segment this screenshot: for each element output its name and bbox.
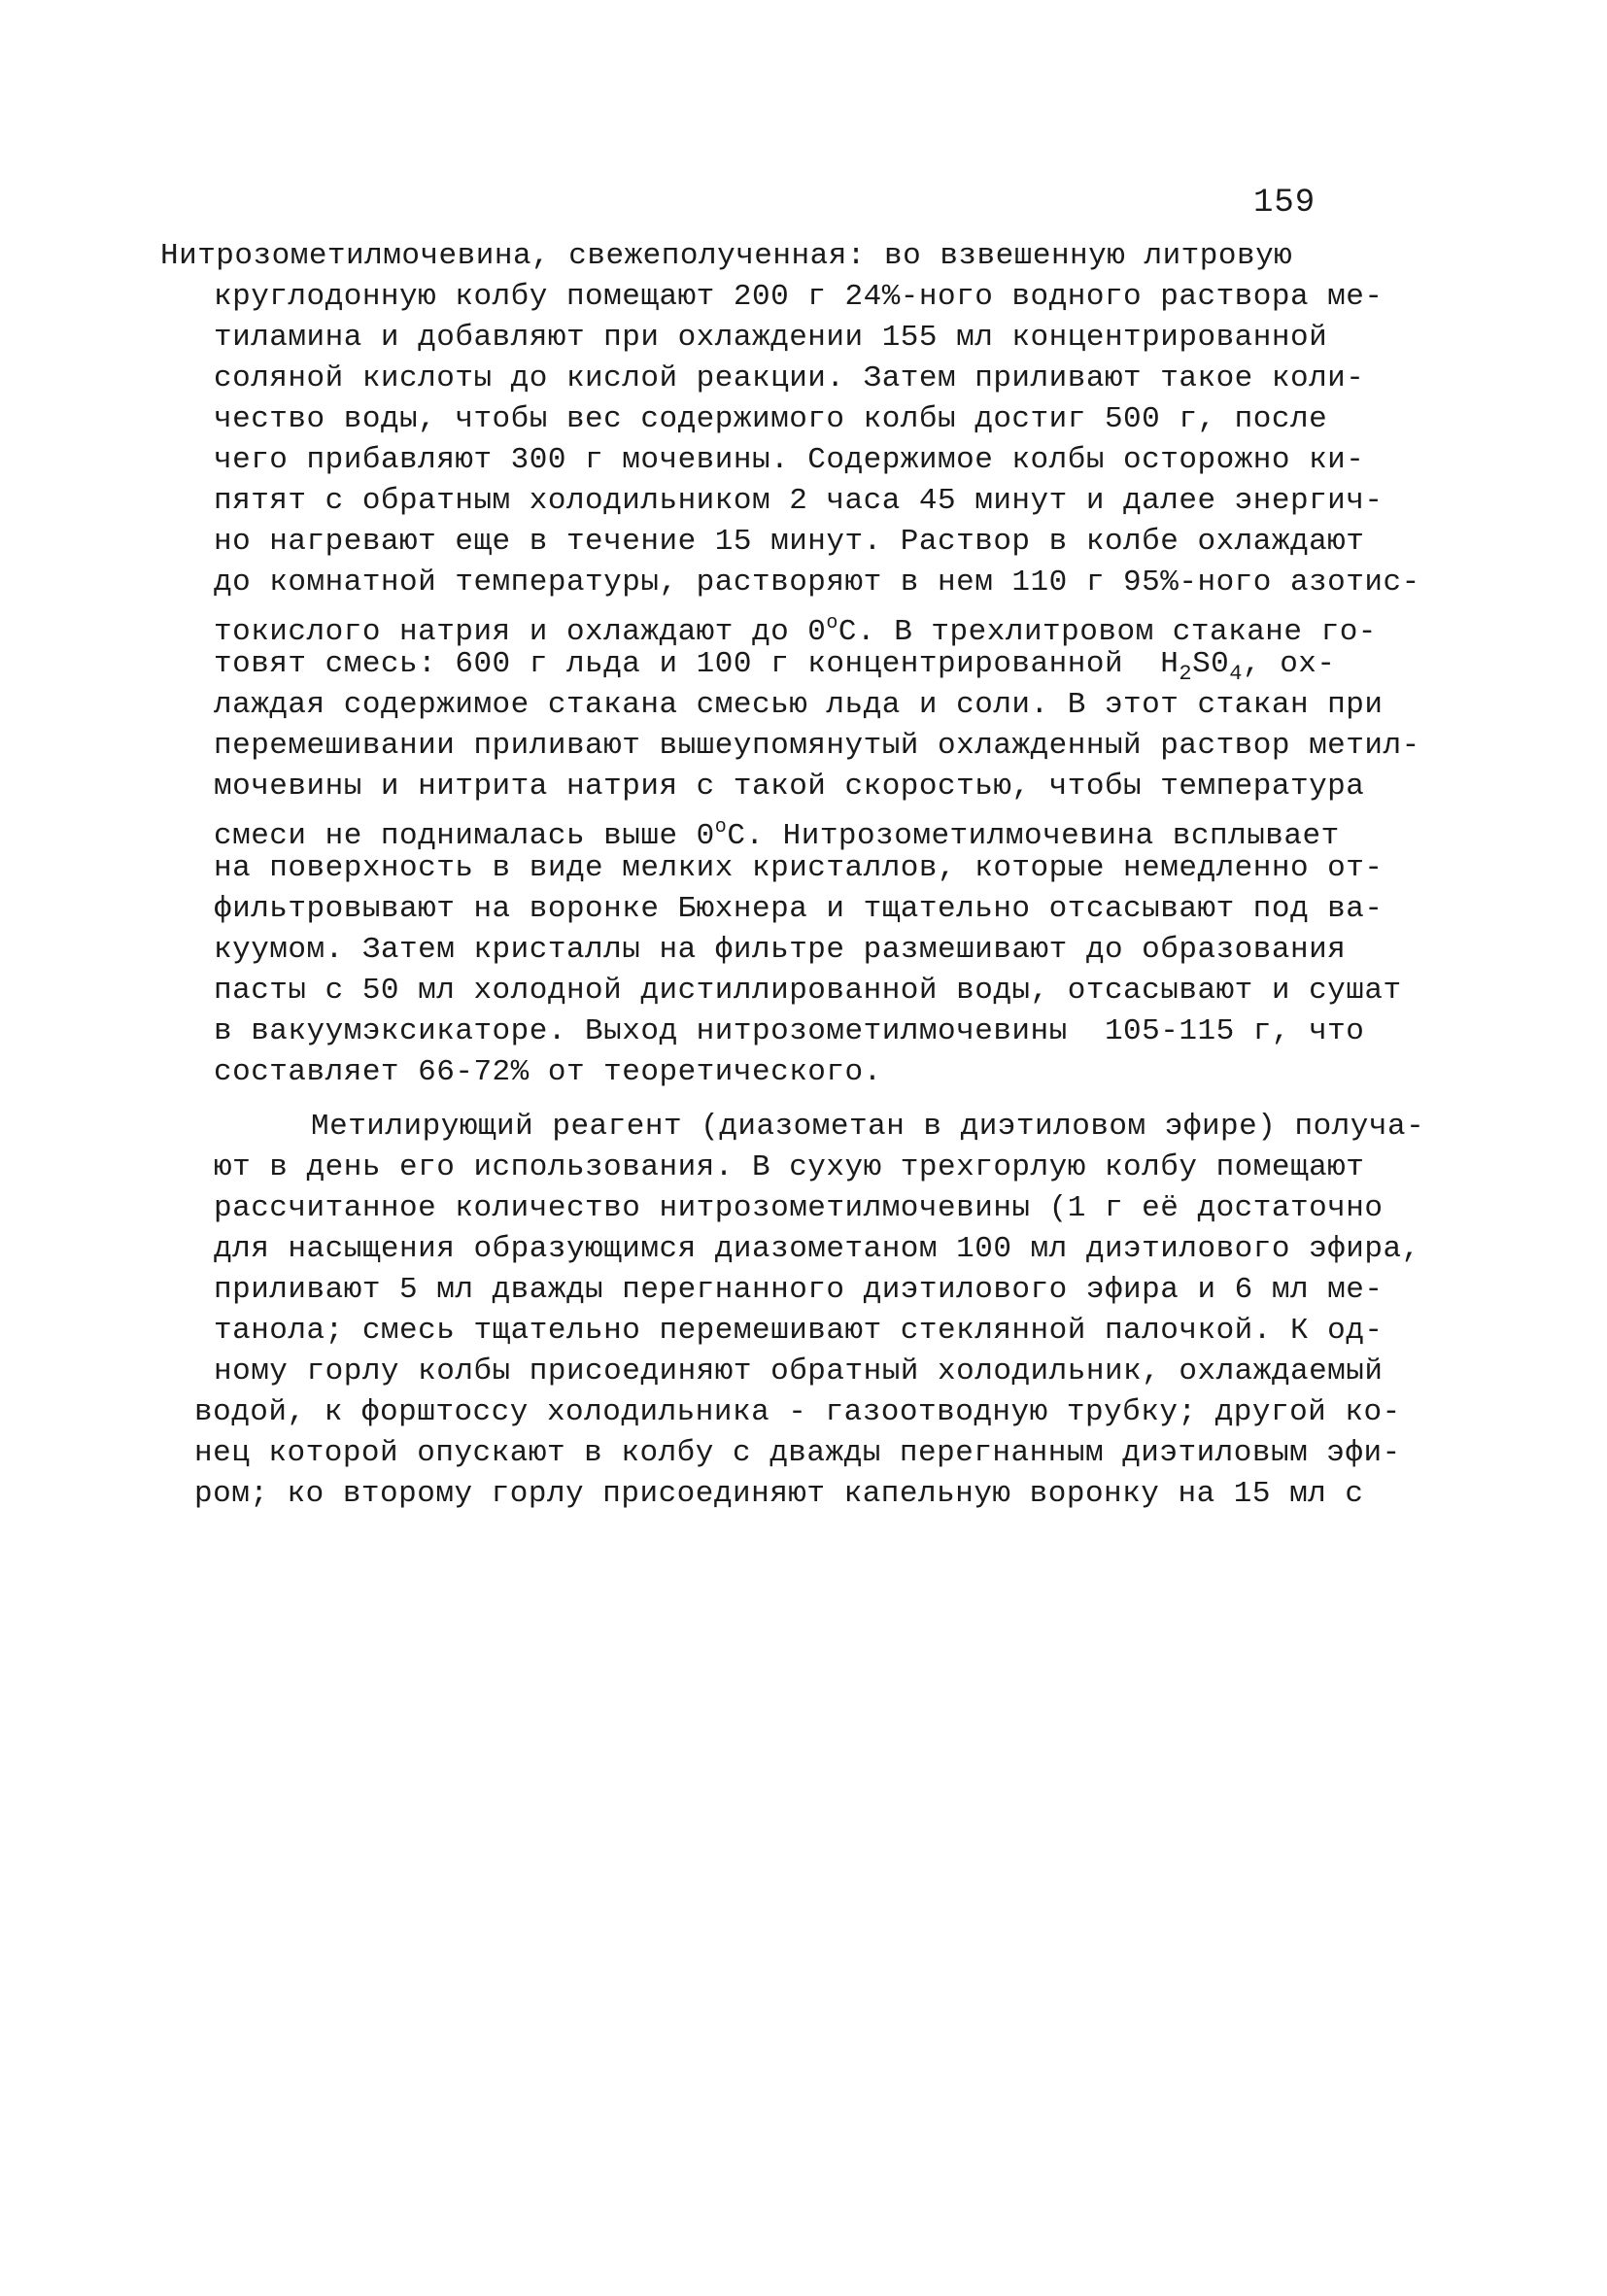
text-line: тиламина и добавляют при охлаждении 155 мл концентрированной (214, 321, 1328, 355)
text-line: рассчитанное количество нитрозометилмочевины (1 г её достаточно (214, 1191, 1384, 1225)
text-line: перемешивании приливают вышеупомянутый охлажденный раствор метил- (214, 729, 1420, 763)
formula-part: S0 (1192, 647, 1230, 681)
text-line: куумом. Затем кристаллы на фильтре размешивают до образования (214, 933, 1347, 967)
subscript: 2 (1179, 662, 1193, 686)
text-line: чество воды, чтобы вес содержимого колбы достиг 500 г, после (214, 402, 1328, 436)
text-line: Метилирующий реагент (диазометан в диэтиловом эфире) получа- (311, 1110, 1425, 1144)
text-line: пятят с обратным холодильником 2 часа 45 минут и далее энергич- (214, 484, 1384, 518)
text-line: токислого натрия и охлаждают до 0$^o$С. В трехлитровом стакане го- (214, 612, 1377, 649)
text-line: круглодонную колбу помещают 200 г 24%-ного водного раствора ме- (214, 280, 1384, 314)
subscript: 4 (1229, 662, 1243, 686)
text-line: нец которой опускают в колбу с дважды перегнанным диэтиловым эфи- (194, 1436, 1401, 1470)
degree-mark: o (826, 612, 838, 634)
text-line: пасты с 50 мл холодной дистиллированной воды, отсасывают и сушат (214, 974, 1402, 1008)
page-number: 159 (1253, 185, 1316, 222)
text-line: ром; ко второму горлу присоединяют капельную воронку на 15 мл с (194, 1477, 1364, 1511)
text-line: товят смесь: 600 г льда и 100 г концентрированной $Н_2S0_4$, ох- (214, 647, 1336, 686)
text-line: мочевины и нитрита натрия с такой скоростью, чтобы температура (214, 770, 1365, 804)
text-line: смеси не поднималась выше 0$^o$С. Нитрозометилмочевина всплывает (214, 816, 1340, 853)
text-line: соляной кислоты до кислой реакции. Затем приливают такое коли- (214, 361, 1365, 395)
text-line: приливают 5 мл дважды перегнанного диэтилового эфира и 6 мл ме- (214, 1273, 1384, 1307)
text-line: водой, к форштоссу холодильника - газоотводную трубку; другой ко- (194, 1395, 1401, 1429)
text-line: ному горлу колбы присоединяют обратный холодильник, охлаждаемый (214, 1354, 1384, 1388)
degree-mark: o (714, 816, 728, 839)
text-line: для насыщения образующимся диазометаном 100 мл диэтилового эфира, (214, 1232, 1420, 1266)
text-line: лаждая содержимое стакана смесью льда и соли. В этот стакан при (214, 688, 1384, 722)
text-line: танола; смесь тщательно перемешивают стеклянной палочкой. К од- (214, 1314, 1384, 1348)
text-line: составляет 66-72% от теоретического. (214, 1055, 882, 1089)
text-line: до комнатной температуры, растворяют в нем 110 г 95%-ного азотис- (214, 565, 1420, 600)
text-line: в вакуумэксикаторе. Выход нитрозометилмочевины 105-115 г, что (214, 1014, 1365, 1048)
text-line: фильтровывают на воронке Бюхнера и тщательно отсасывают под ва- (214, 892, 1384, 926)
text-line: чего прибавляют 300 г мочевины. Содержимое колбы осторожно ки- (214, 443, 1365, 477)
text-line: Нитрозометилмочевина, свежеполученная: во взвешенную литровую (160, 239, 1293, 273)
text-line: ют в день его использования. В сухую трехгорлую колбу помещают (214, 1150, 1365, 1184)
text-line: но нагревают еще в течение 15 минут. Раствор в колбе охлаждают (214, 525, 1365, 559)
text-line: на поверхность в виде мелких кристаллов, которые немедленно от- (214, 851, 1384, 885)
